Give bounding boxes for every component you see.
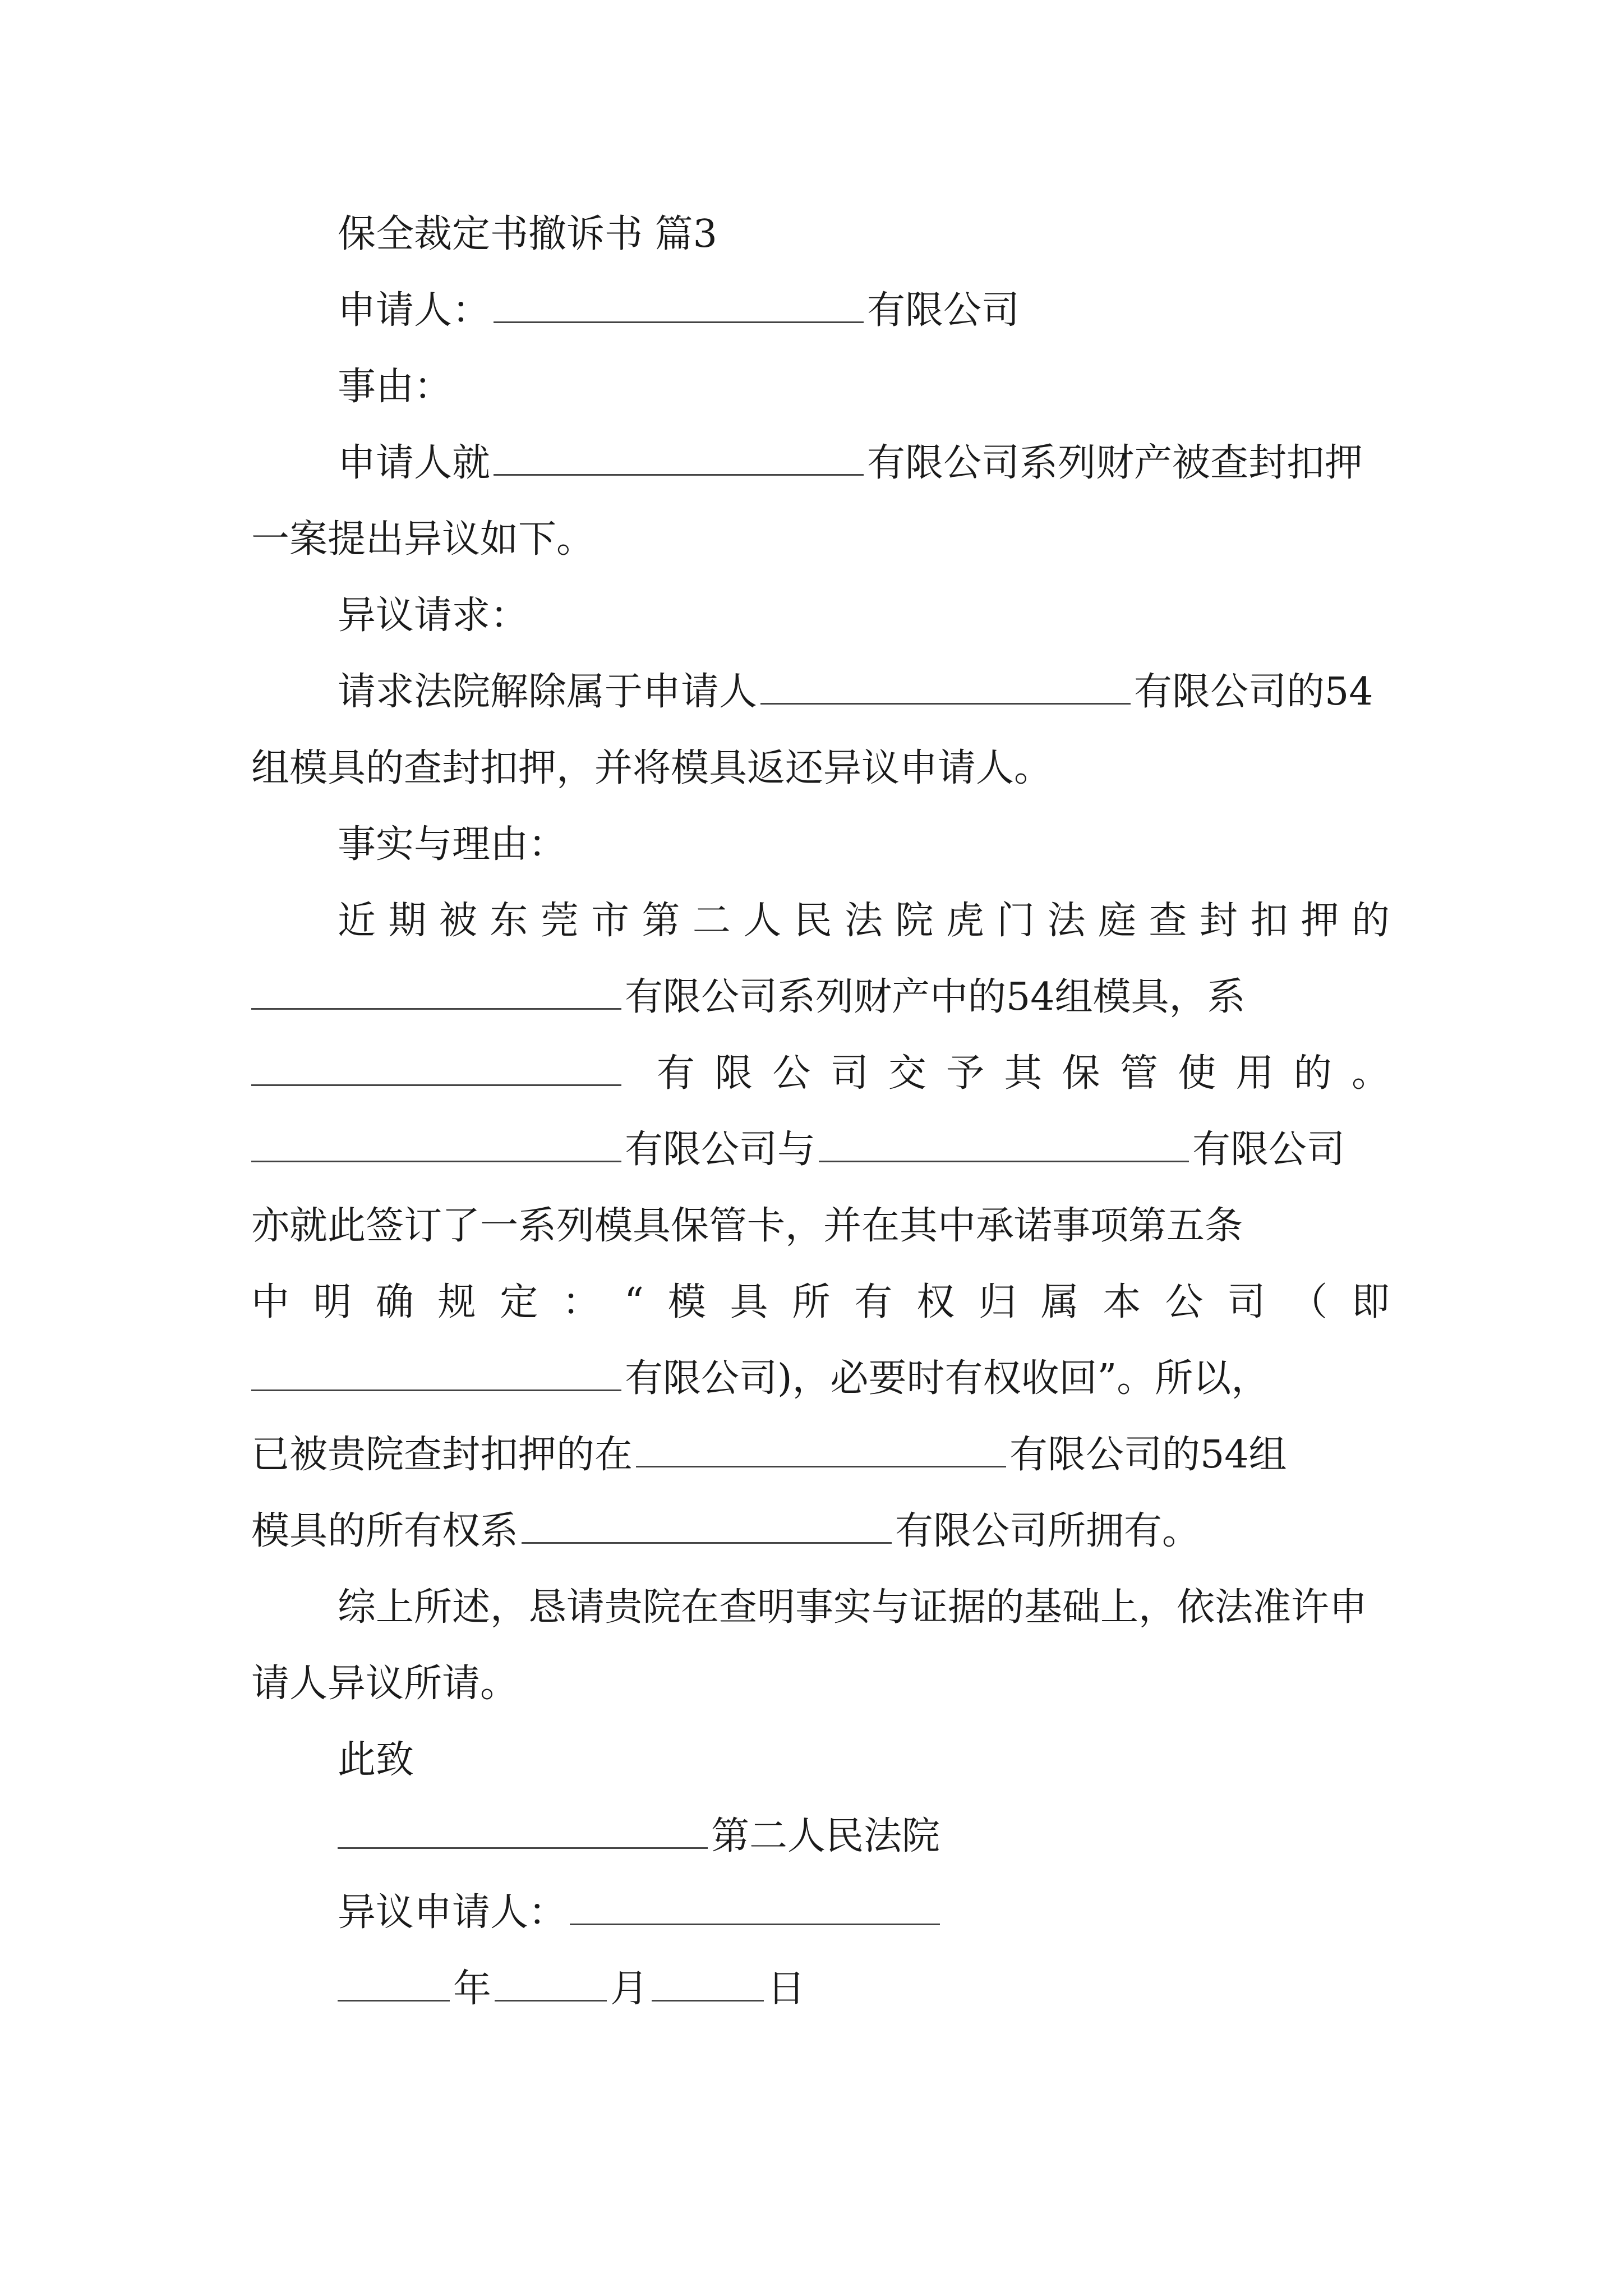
- date-year-label: 年: [453, 1967, 492, 2011]
- cause-label: 事由：: [338, 365, 453, 409]
- fill-blank: [251, 977, 621, 1010]
- facts-text: 已被贵院查封扣押的在: [251, 1433, 633, 1477]
- date-month-label: 月: [610, 1967, 649, 2011]
- fill-blank: [338, 1816, 708, 1849]
- date-line: [251, 1951, 1390, 2027]
- facts-line-9: [251, 1493, 1390, 1570]
- cause-paragraph: [251, 425, 1390, 578]
- document-body: [251, 196, 1390, 2027]
- date-day-label: 日: [767, 1967, 806, 2011]
- applicant-line: [251, 273, 1390, 349]
- facts-line-5: 亦就此签订了一系列模具保管卡，并在其中承诺事项第五条: [251, 1204, 1243, 1248]
- fill-blank: [522, 1511, 892, 1544]
- facts-text: 有限公司: [1192, 1128, 1345, 1172]
- fill-blank: [819, 1129, 1189, 1162]
- applicant-label: 申请人：: [338, 288, 491, 333]
- facts-line-7: [251, 1341, 1390, 1417]
- facts-line-8: [251, 1417, 1390, 1493]
- facts-text: 模具的所有权系: [251, 1509, 519, 1553]
- facts-text: 有限公司交予其保管使用的。: [656, 1051, 1390, 1096]
- fill-blank: [251, 1129, 621, 1162]
- request-text-a: 请求法院解除属于申请人: [338, 670, 758, 714]
- request-paragraph: [251, 654, 1390, 807]
- fill-blank: [652, 1968, 764, 2001]
- fill-blank: [570, 1892, 940, 1925]
- fill-blank: [338, 1968, 450, 2001]
- fill-blank: [760, 671, 1131, 705]
- cause-text-b: 有限公司系列财产被查封扣押一案提出异议如下。: [251, 441, 1363, 562]
- fill-blank: [495, 1968, 607, 2001]
- facts-line-4: [251, 1112, 1390, 1188]
- fill-blank: [494, 290, 864, 323]
- facts-text: 有限公司所拥有。: [895, 1509, 1201, 1553]
- objector-label: 异议申请人：: [338, 1890, 567, 1935]
- fill-blank: [494, 443, 864, 476]
- facts-line-6: 中明确规定：“模具所有权归属本公司（即: [251, 1280, 1390, 1324]
- fill-blank: [636, 1434, 1006, 1467]
- facts-line-1: 近期被东莞市第二人民法院虎门法庭查封扣押的: [338, 899, 1390, 943]
- fill-blank: [251, 1053, 621, 1086]
- cause-text-a: 申请人就: [338, 441, 491, 485]
- conclusion-paragraph: 综上所述，恳请贵院在查明事实与证据的基础上，依法准许申请人异议所请。: [251, 1585, 1368, 1706]
- request-label: 异议请求：: [338, 593, 529, 638]
- salutation: 此致: [338, 1738, 414, 1782]
- facts-line-2: [251, 959, 1390, 1036]
- document-title: 保全裁定书撤诉书 篇3: [338, 212, 717, 256]
- fill-blank: [251, 1358, 621, 1391]
- applicant-suffix: 有限公司: [867, 288, 1020, 333]
- request-text-b: 有限公司的54组模具的查封扣押，并将模具返还异议申请人。: [251, 670, 1373, 790]
- court-suffix: 第二人民法院: [711, 1814, 940, 1858]
- facts-text: 有限公司与: [625, 1128, 816, 1172]
- facts-text: 有限公司系列财产中的54组模具，系: [625, 975, 1246, 1019]
- court-line: [251, 1798, 1390, 1875]
- facts-text: 有限公司的54组: [1009, 1433, 1287, 1477]
- objector-line: [251, 1875, 1390, 1951]
- facts-label: 事实与理由：: [338, 822, 567, 867]
- facts-line-3: [251, 1036, 1390, 1112]
- facts-text: 有限公司)，必要时有权收回”。所以，: [625, 1356, 1270, 1401]
